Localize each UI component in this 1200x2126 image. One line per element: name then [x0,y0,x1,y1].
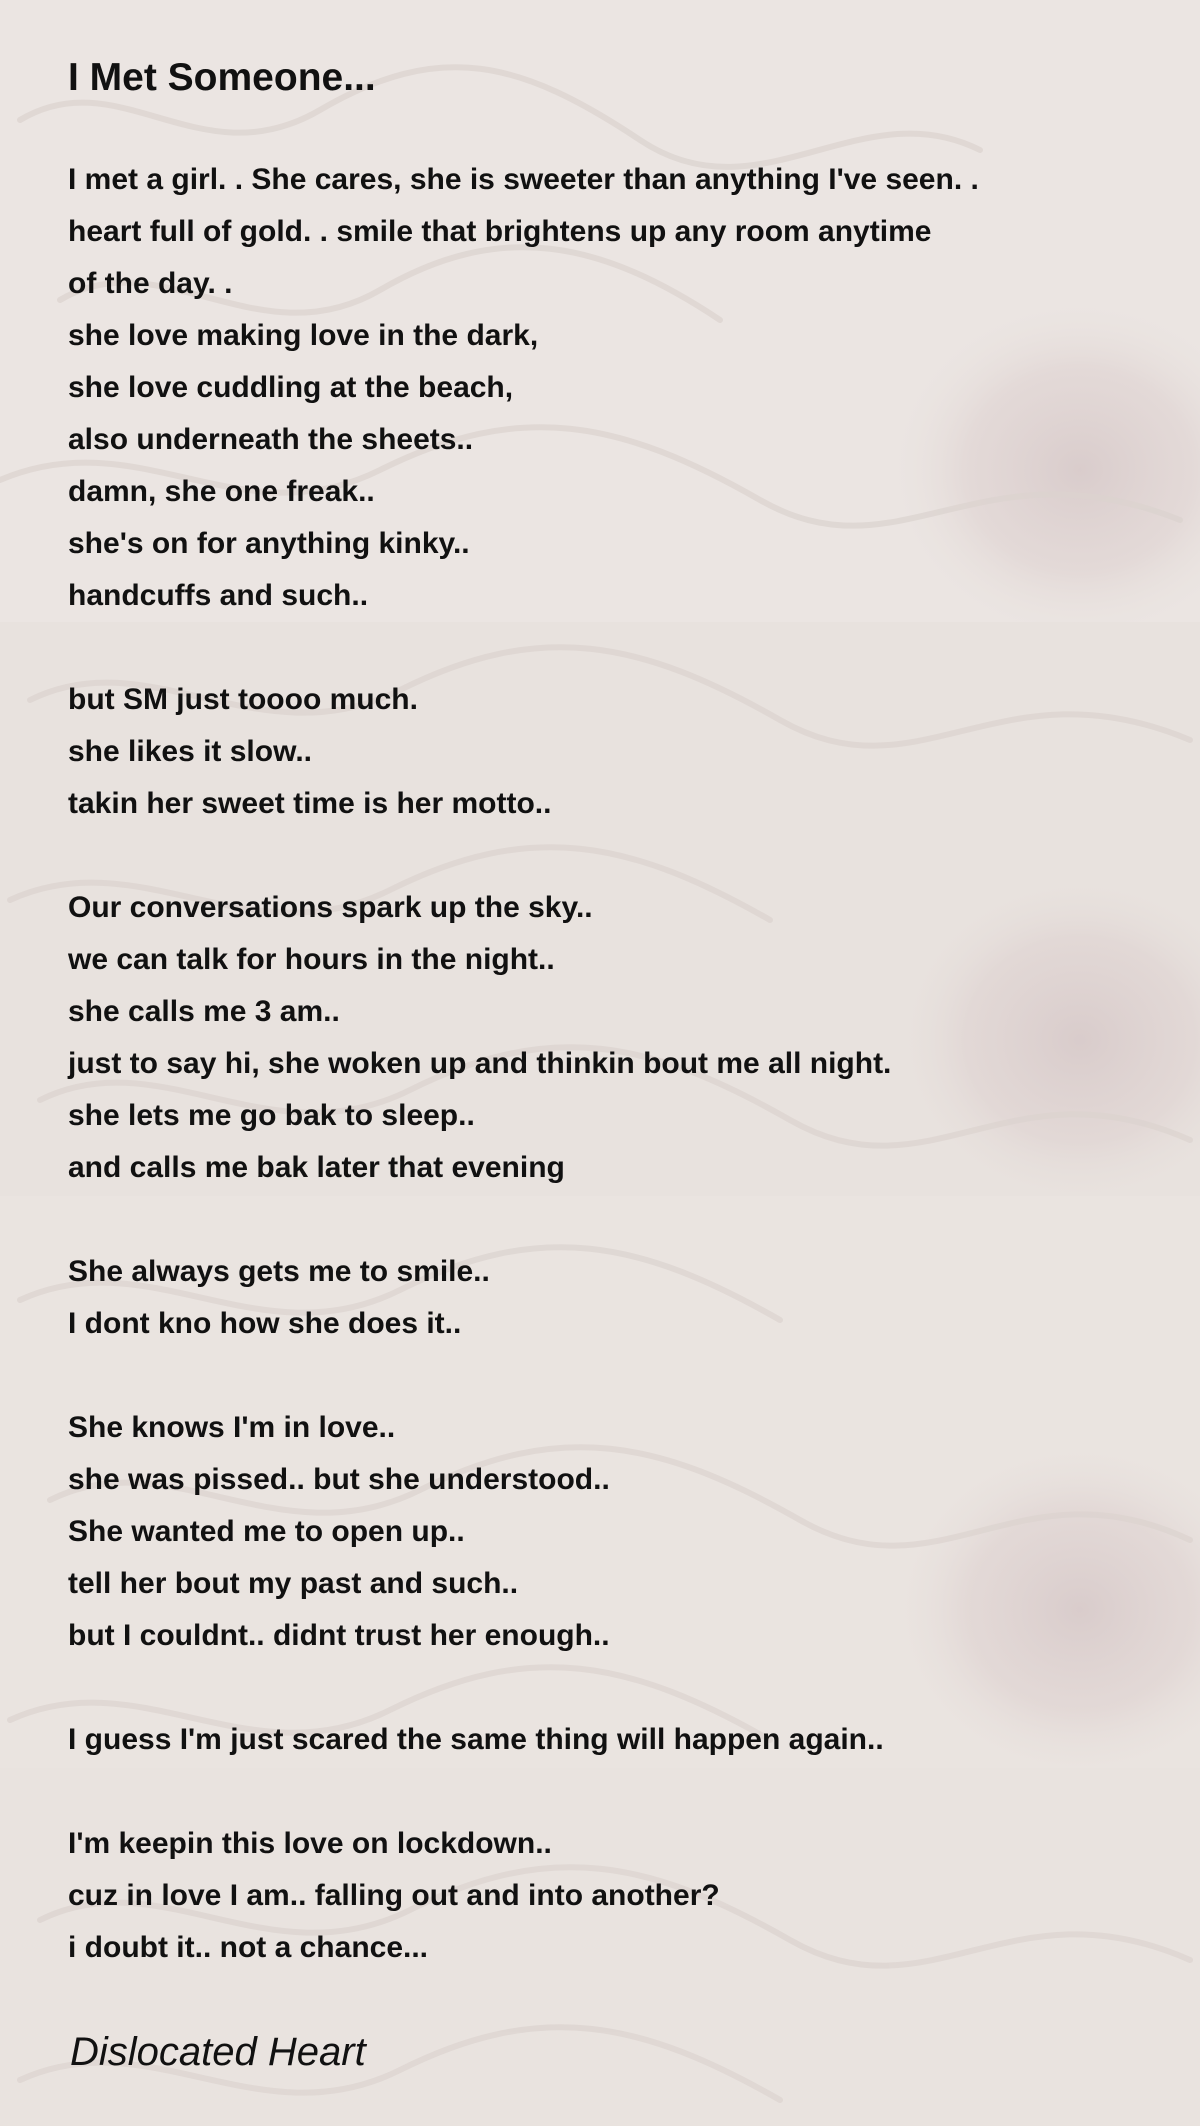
poem-line: I guess I'm just scared the same thing will happen again.. [68,1723,884,1756]
poem-line: takin her sweet time is her motto.. [68,787,552,820]
stanza-break [68,1350,1168,1402]
poem-line: she calls me 3 am.. [68,995,340,1028]
poem-title: I Met Someone... [68,56,376,99]
poem-line: she likes it slow.. [68,735,312,768]
poem-line: but SM just toooo much. [68,683,418,716]
poem-line: heart full of gold. . smile that brightens up any room anytime [68,215,932,248]
poem-line: she love making love in the dark, [68,319,539,352]
poem-line: she love cuddling at the beach, [68,371,514,404]
poem-line: I met a girl. . She cares, she is sweeter than anything I've seen. . [68,163,979,196]
stanza-break [68,1766,1168,1818]
poem-line: She always gets me to smile.. [68,1255,490,1288]
stanza-break [68,1662,1168,1714]
poem-body [68,154,1168,1974]
poem-line: I dont kno how she does it.. [68,1307,462,1340]
poem-line: She wanted me to open up.. [68,1515,465,1548]
poem-line: damn, she one freak.. [68,475,375,508]
poem-line: of the day. . [68,267,233,300]
poem-line: cuz in love I am.. falling out and into another? [68,1879,720,1912]
poem-line: handcuffs and such.. [68,579,369,612]
stanza-break [68,1194,1168,1246]
stanza-break [68,622,1168,674]
poem-line: I'm keepin this love on lockdown.. [68,1827,552,1860]
poem-line: also underneath the sheets.. [68,423,474,456]
poem-line: tell her bout my past and such.. [68,1567,519,1600]
poem-line: She knows I'm in love.. [68,1411,396,1444]
stanza-break [68,830,1168,882]
poem-line: she's on for anything kinky.. [68,527,470,560]
poem-line: she lets me go bak to sleep.. [68,1099,475,1132]
poem-line: and calls me bak later that evening [68,1151,565,1184]
poem-line: just to say hi, she woken up and thinkin bout me all night. [68,1047,892,1080]
poem-line: Our conversations spark up the sky.. [68,891,593,924]
poem-line: she was pissed.. but she understood.. [68,1463,610,1496]
poem-line: but I couldnt.. didnt trust her enough.. [68,1619,610,1652]
poem-line: we can talk for hours in the night.. [68,943,555,976]
poem-author: Dislocated Heart [70,2030,366,2074]
poem-line: i doubt it.. not a chance... [68,1931,429,1964]
